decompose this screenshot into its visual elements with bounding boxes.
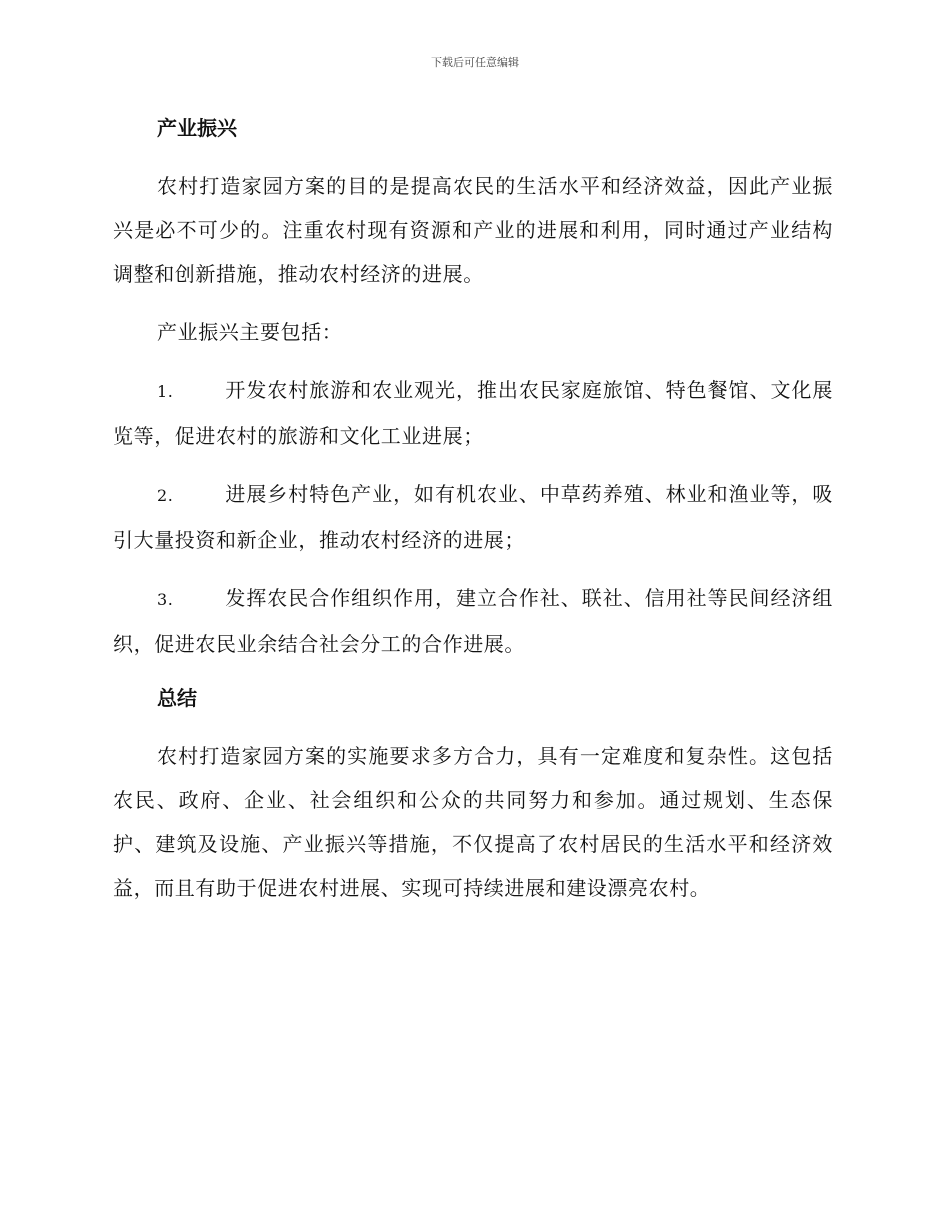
section-title-summary: 总结 [157, 686, 197, 710]
section-title-industry: 产业振兴 [157, 116, 237, 140]
industry-intro-paragraph: 农村打造家园方案的目的是提高农民的生活水平和经济效益，因此产业振兴是必不可少的。注重农村现有资源和产业的进展和利用，同时通过产业结构调整和创新措施，推动农村经济的进展。 [113, 174, 833, 286]
list-item [113, 472, 833, 562]
list-item [113, 368, 833, 458]
summary-paragraph: 农村打造家园方案的实施要求多方合力，具有一定难度和复杂性。这包括农民、政府、企业、社会组织和公众的共同努力和参加。通过规划、生态保护、建筑及设施、产业振兴等措施，不仅提高了农村居民的生活水平和经济效益，而且有助于促进农村进展、实现可持续进展和建设漂亮农村。 [113, 744, 833, 900]
list-item [113, 576, 833, 666]
list-item-text: 进展乡村特色产业，如有机农业、中草药养殖、林业和渔业等，吸引大量投资和新企业，推动农村经济的进展； [113, 482, 833, 552]
list-item-number: 1. [157, 382, 174, 401]
list-item-number: 3. [157, 590, 174, 609]
list-item-number: 2. [157, 486, 174, 505]
list-item-text: 发挥农民合作组织作用，建立合作社、联社、信用社等民间经济组织，促进农民业余结合社会分工的合作进展。 [113, 586, 833, 656]
list-item-text: 开发农村旅游和农业观光，推出农民家庭旅馆、特色餐馆、文化展览等，促进农村的旅游和文化工业进展； [113, 378, 833, 448]
industry-lead-paragraph: 产业振兴主要包括： [157, 320, 343, 344]
document-body [113, 112, 833, 924]
page-header-note: 下载后可任意编辑 [431, 56, 519, 69]
